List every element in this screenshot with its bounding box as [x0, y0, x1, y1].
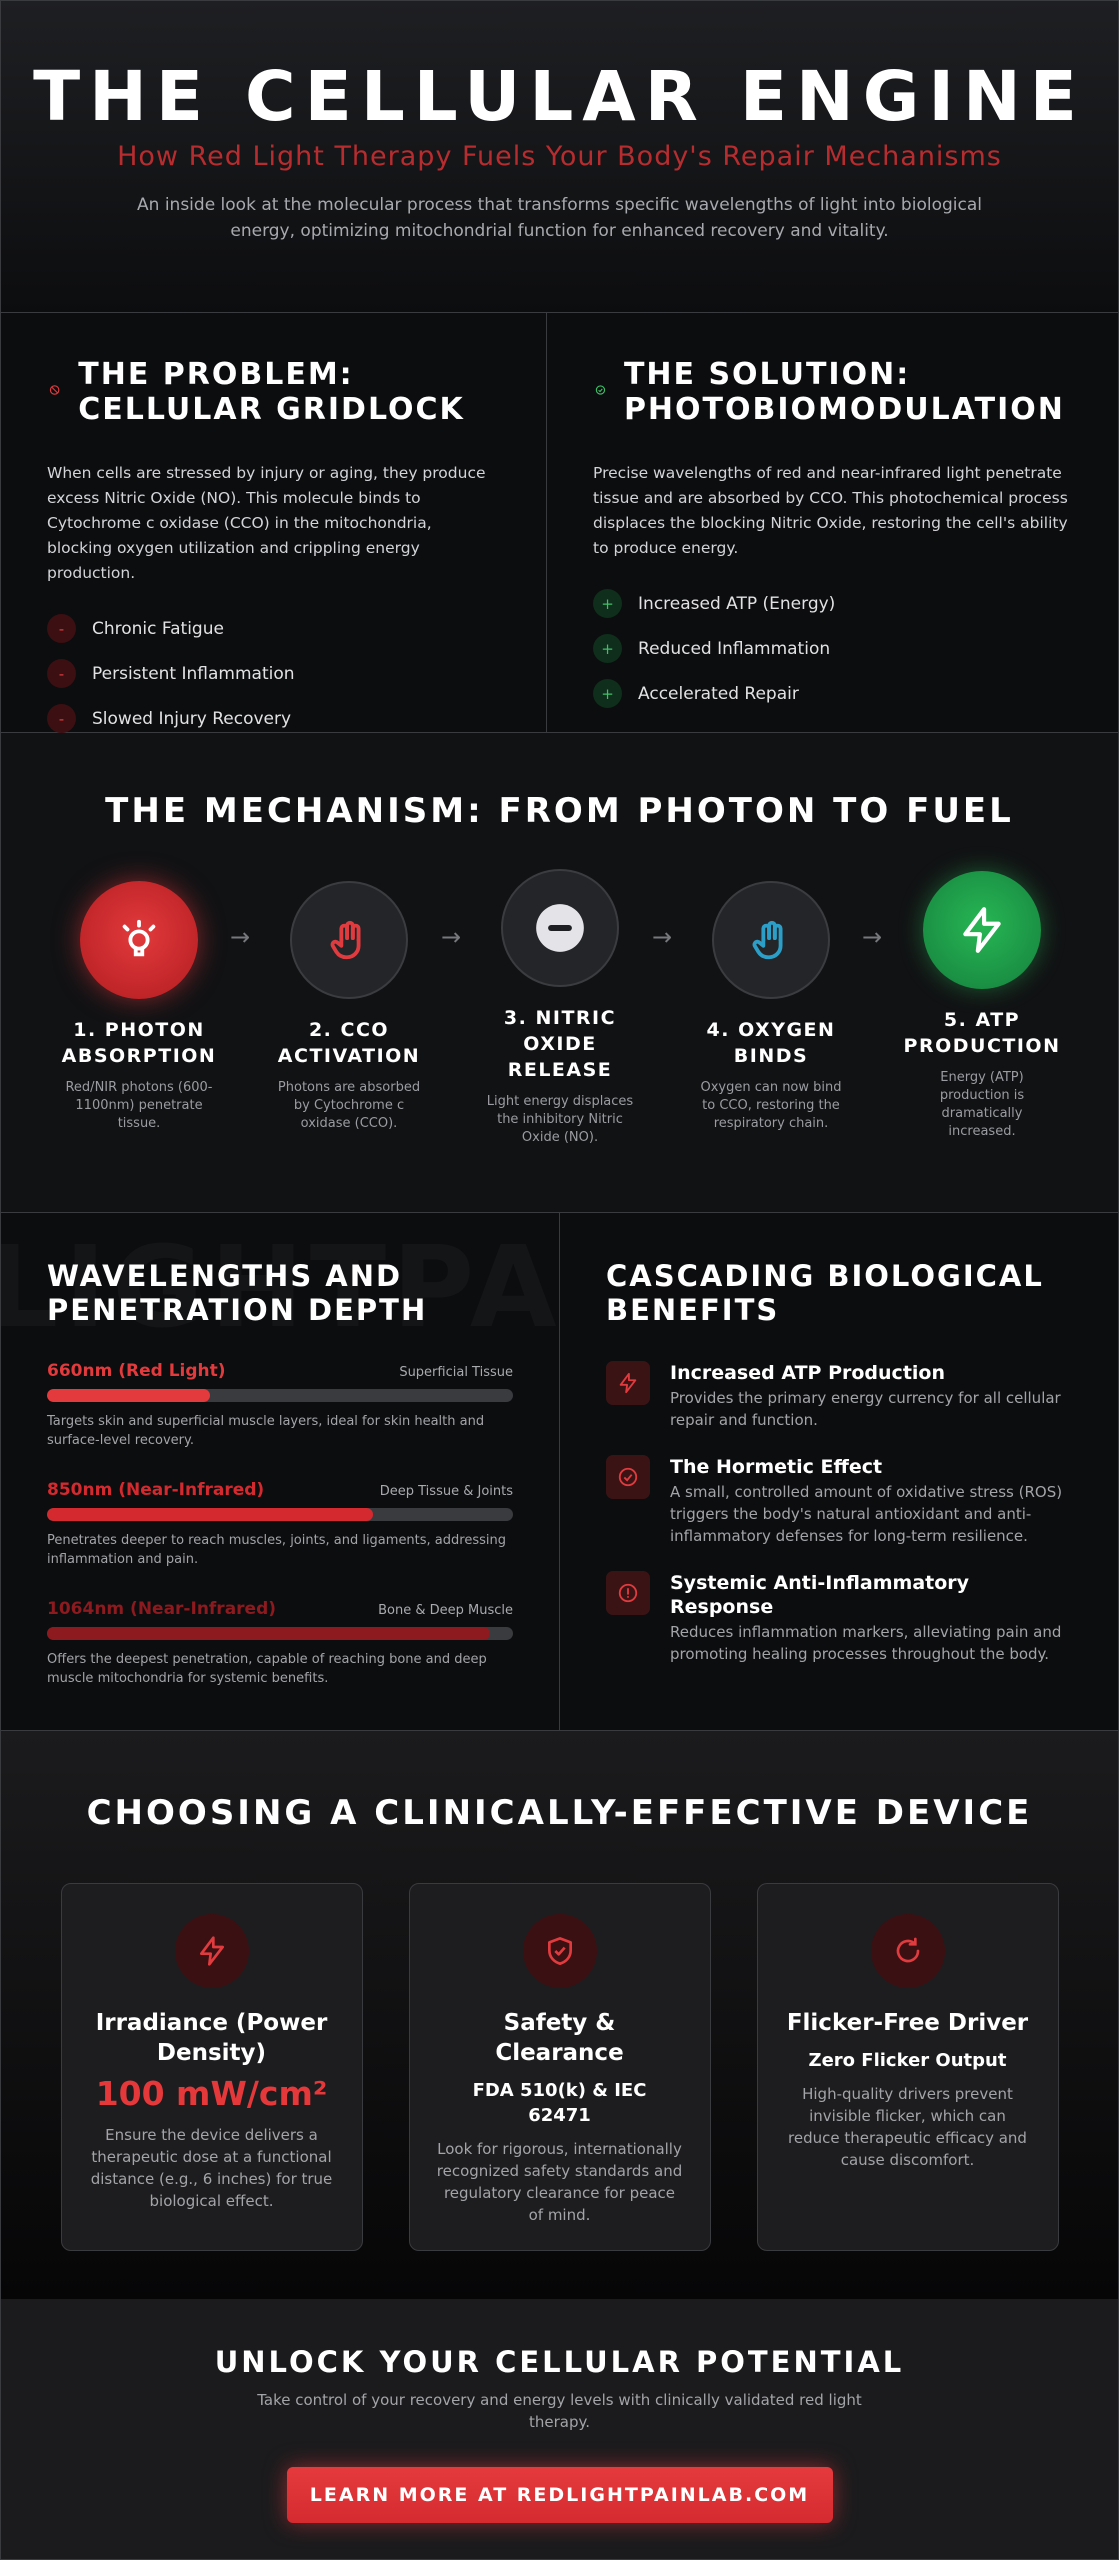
cta-section	[1, 2299, 1118, 2559]
list-item	[593, 626, 1072, 671]
problem-panel	[1, 313, 546, 732]
step-title: 5. ATP PRODUCTION	[903, 1009, 1061, 1057]
arrow-icon: →	[441, 923, 462, 951]
benefit-item	[606, 1361, 1072, 1431]
card-description: Ensure the device delivers a therapeutic dose at a functional distance (e.g., 6 inches) for true biological effect.	[90, 2126, 333, 2210]
step-description: Photons are absorbed by Cytochrome c oxidase (CCO).	[277, 1080, 421, 1131]
step-description: Light energy displaces the inhibitory Nitric Oxide (NO).	[486, 1094, 634, 1145]
hero-intro: An inside look at the molecular process that transforms specific wavelengths of light into biological energy, optimizing mitochondrial function for enhanced recovery and vitality.	[137, 195, 982, 241]
problem-solution-section	[1, 313, 1118, 733]
wavelength-benefits-section	[1, 1213, 1118, 1731]
mechanism-steps	[1, 869, 1118, 1199]
problem-description: When cells are stressed by injury or aging, they produce excess Nitric Oxide (NO). This molecule binds to Cytochrome c oxidase (CCO) in the mitochondria, blocking oxygen utilization and crippling energy production.	[47, 464, 486, 582]
mechanism-title: THE MECHANISM: FROM PHOTON TO FUEL	[105, 791, 1014, 831]
card-flicker-free	[757, 1883, 1059, 2251]
benefits-list	[606, 1361, 1072, 1665]
wavelength-description: Offers the deepest penetration, capable of reaching bone and deep muscle mitochondria for systemic benefits.	[47, 1652, 487, 1686]
card-irradiance	[61, 1883, 363, 2251]
wavelength-1064	[47, 1599, 513, 1688]
plus-icon: +	[593, 679, 622, 708]
wavelengths-title: WAVELENGTHS AND PENETRATION DEPTH	[47, 1259, 428, 1327]
penetration-bar	[47, 1508, 513, 1521]
card-value: Zero Flicker Output	[808, 2050, 1007, 2071]
penetration-bar-fill	[47, 1627, 490, 1640]
step-cco-activation	[269, 881, 429, 1133]
benefit-item	[606, 1571, 1072, 1665]
wavelength-description: Targets skin and superficial muscle layers, ideal for skin health and surface-level recovery.	[47, 1414, 485, 1448]
hand-icon	[326, 917, 372, 963]
problem-list	[47, 606, 500, 741]
list-item	[47, 606, 500, 651]
arrow-icon: →	[862, 923, 883, 951]
benefit-description: Reduces inflammation markers, alleviating pain and promoting healing processes throughout the body.	[670, 1623, 1062, 1663]
step-title: 3. NITRIC OXIDE RELEASE	[503, 1007, 617, 1081]
solution-title: THE SOLUTION: PHOTOBIOMODULATION	[623, 357, 1065, 427]
list-item-label: Persistent Inflammation	[92, 663, 295, 684]
benefit-item	[606, 1455, 1072, 1547]
plus-icon: +	[593, 589, 622, 618]
mechanism-section	[1, 733, 1118, 1213]
lightning-icon	[957, 905, 1007, 955]
step-title: 1. PHOTON ABSORPTION	[61, 1019, 217, 1067]
list-item	[47, 651, 500, 696]
minus-icon: -	[47, 659, 76, 688]
alert-circle-icon	[617, 1582, 639, 1604]
page-subtitle: How Red Light Therapy Fuels Your Body's Repair Mechanisms	[117, 141, 1002, 172]
step-oxygen-binds	[691, 881, 851, 1133]
wavelength-name: 660nm (Red Light)	[47, 1361, 226, 1381]
benefit-description: A small, controlled amount of oxidative stress (ROS) triggers the body's natural antioxidant and anti-inflammatory defenses for long-term resilience.	[670, 1483, 1063, 1545]
benefit-title: Systemic Anti-Inflammatory Response	[670, 1572, 970, 1618]
step-atp-production	[902, 871, 1062, 1141]
lightning-icon	[617, 1372, 639, 1394]
wavelength-850	[47, 1480, 513, 1569]
minus-circle-icon	[534, 902, 586, 954]
check-circle-icon	[617, 1466, 639, 1488]
wavelengths-panel	[1, 1213, 559, 1730]
learn-more-button[interactable]: LEARN MORE AT REDLIGHTPAINLAB.COM	[287, 2467, 833, 2523]
list-item-label: Reduced Inflammation	[638, 638, 831, 659]
wavelength-depth-tag: Deep Tissue & Joints	[379, 1484, 513, 1499]
benefit-title: The Hormetic Effect	[670, 1456, 883, 1478]
step-description: Oxygen can now bind to CCO, restoring the respiratory chain.	[700, 1080, 842, 1131]
benefits-title: CASCADING BIOLOGICAL BENEFITS	[606, 1259, 1044, 1327]
list-item-label: Accelerated Repair	[638, 683, 799, 704]
penetration-bar-fill	[47, 1508, 373, 1521]
ban-icon	[49, 381, 60, 399]
solution-description: Precise wavelengths of red and near-infrared light penetrate tissue and are absorbed by CCO. This photochemical process displaces the blocking Nitric Oxide, restoring the cell's ability to produce energy.	[593, 464, 1068, 557]
card-value: FDA 510(k) & IEC 62471	[472, 2080, 647, 2126]
device-section	[1, 1731, 1118, 2299]
shield-check-icon	[544, 1935, 576, 1967]
list-item	[593, 581, 1072, 626]
minus-icon: -	[47, 704, 76, 733]
step-description: Energy (ATP) production is dramatically increased.	[939, 1070, 1025, 1139]
hand-icon	[748, 917, 794, 963]
card-description: Look for rigorous, internationally recognized safety standards and regulatory clearance for peace of mind.	[436, 2140, 683, 2224]
wavelength-660	[47, 1361, 513, 1450]
step-nitric-oxide-release	[480, 869, 640, 1147]
wavelength-name: 1064nm (Near-Infrared)	[47, 1599, 277, 1619]
list-item	[593, 671, 1072, 716]
wavelength-depth-tag: Superficial Tissue	[399, 1365, 513, 1380]
page-title: THE CELLULAR ENGINE	[33, 57, 1086, 137]
penetration-bar	[47, 1389, 513, 1402]
solution-list	[593, 581, 1072, 716]
step-title: 2. CCO ACTIVATION	[277, 1019, 421, 1067]
device-title: CHOOSING A CLINICALLY-EFFECTIVE DEVICE	[86, 1793, 1033, 1833]
hero-section	[1, 1, 1118, 313]
arrow-icon: →	[652, 923, 673, 951]
card-title: Irradiance (Power Density)	[95, 2010, 328, 2066]
penetration-bar	[47, 1627, 513, 1640]
problem-title: THE PROBLEM: CELLULAR GRIDLOCK	[78, 357, 465, 427]
minus-icon: -	[47, 614, 76, 643]
lightbulb-icon	[116, 917, 162, 963]
card-title: Safety & Clearance	[495, 2010, 624, 2066]
solution-panel	[546, 313, 1118, 732]
list-item-label: Chronic Fatigue	[92, 618, 224, 639]
cta-title: UNLOCK YOUR CELLULAR POTENTIAL	[214, 2345, 905, 2379]
cta-text: Take control of your recovery and energy levels with clinically validated red light therapy.	[257, 2391, 862, 2431]
card-description: High-quality drivers prevent invisible flicker, which can reduce therapeutic efficacy and cause discomfort.	[788, 2085, 1027, 2169]
penetration-bar-fill	[47, 1389, 210, 1402]
step-description: Red/NIR photons (600-1100nm) penetrate tissue.	[65, 1080, 213, 1131]
benefit-description: Provides the primary energy currency for all cellular repair and function.	[670, 1389, 1061, 1429]
check-circle-icon	[595, 381, 606, 399]
wavelength-description: Penetrates deeper to reach muscles, joints, and ligaments, addressing inflammation and pain.	[47, 1533, 506, 1567]
arrow-icon: →	[230, 923, 251, 951]
step-title: 4. OXYGEN BINDS	[706, 1019, 836, 1067]
lightning-icon	[196, 1935, 228, 1967]
card-value: 100 mW/cm²	[95, 2074, 328, 2113]
list-item	[47, 696, 500, 741]
list-item-label: Slowed Injury Recovery	[92, 708, 292, 729]
benefits-panel	[559, 1213, 1118, 1730]
refresh-icon	[892, 1935, 924, 1967]
benefit-title: Increased ATP Production	[670, 1362, 945, 1384]
device-cards	[1, 1883, 1118, 2251]
step-photon-absorption	[59, 881, 219, 1133]
wavelength-name: 850nm (Near-Infrared)	[47, 1480, 265, 1500]
card-safety	[409, 1883, 711, 2251]
list-item-label: Increased ATP (Energy)	[638, 593, 836, 614]
card-title: Flicker-Free Driver	[786, 2010, 1029, 2036]
plus-icon: +	[593, 634, 622, 663]
wavelength-depth-tag: Bone & Deep Muscle	[378, 1603, 513, 1618]
